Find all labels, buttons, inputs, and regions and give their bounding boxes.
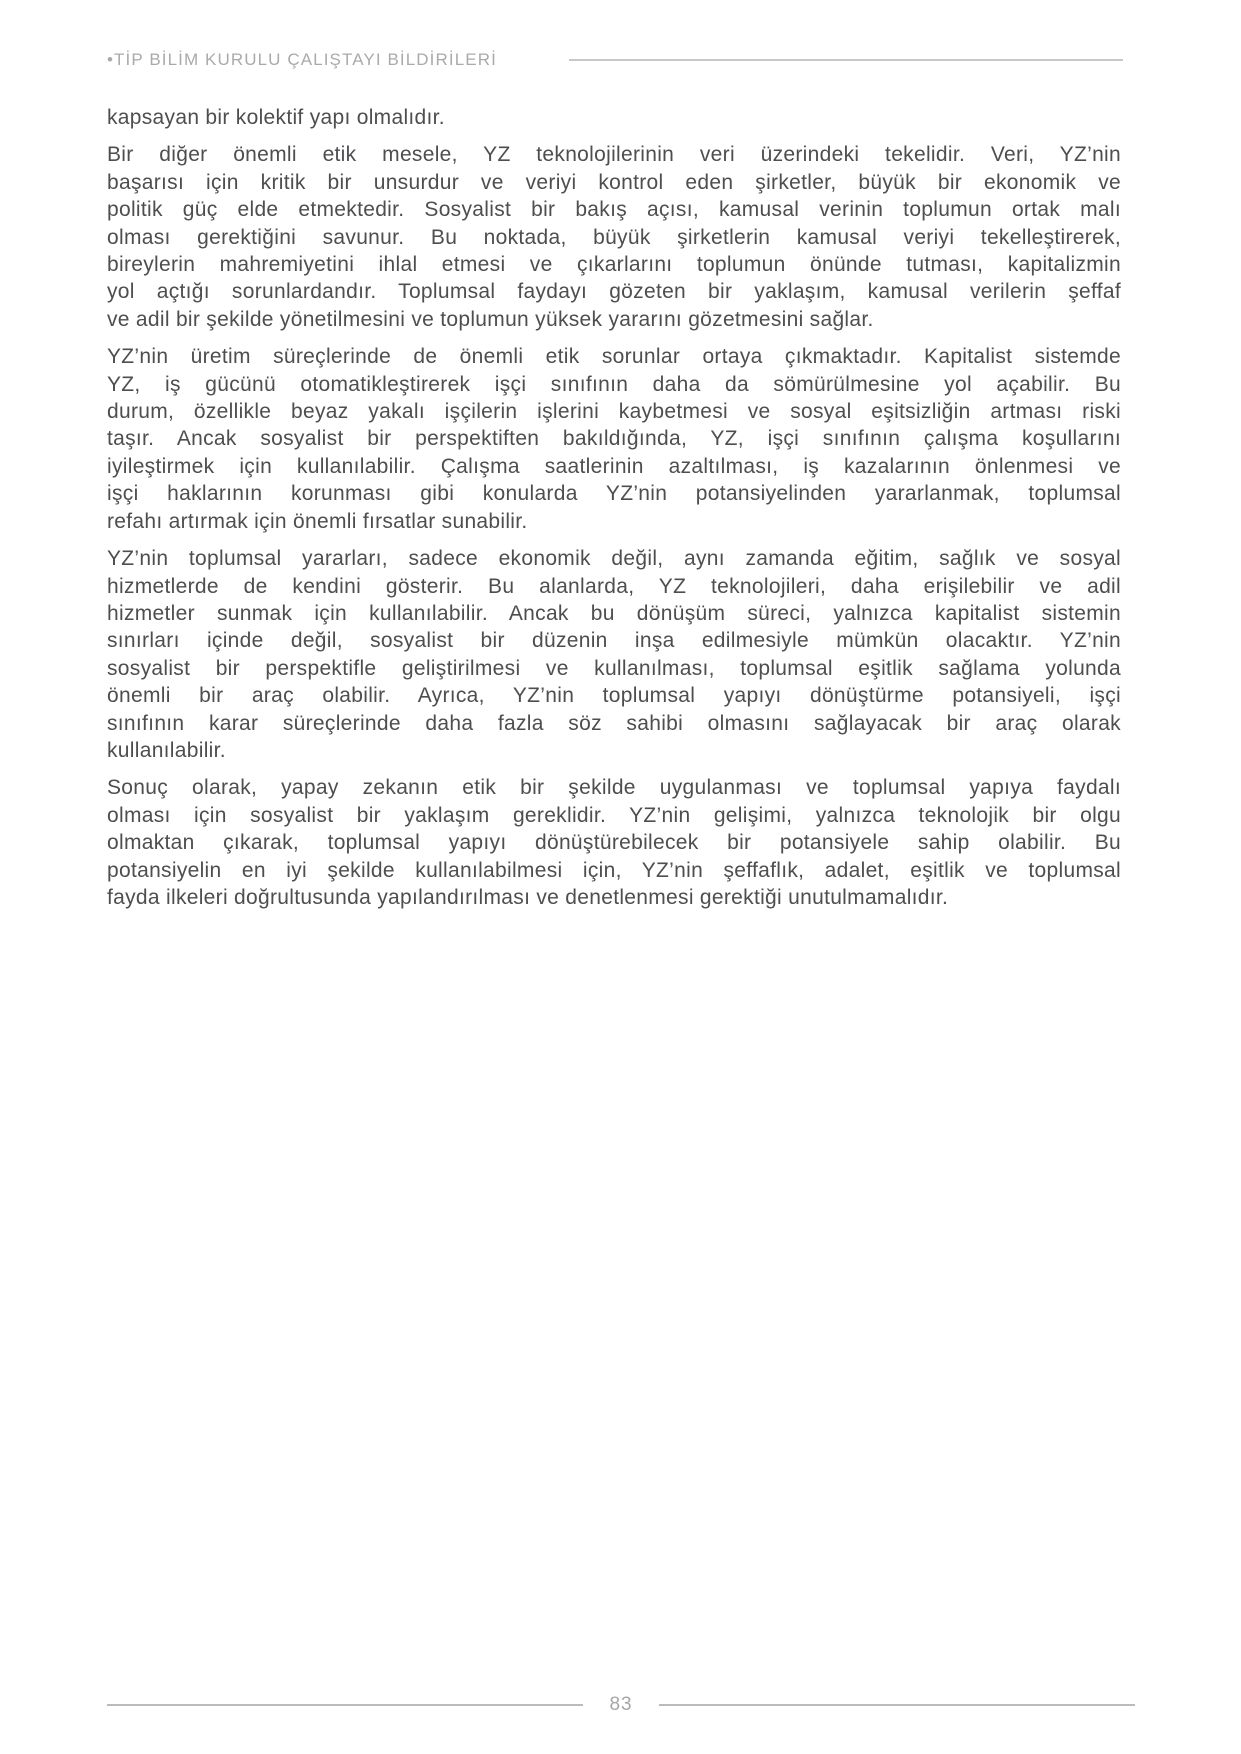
text-line: sınıfının karar süreçlerinde daha fazla söz sahibi olmasını sağlayacak bir araç olarak xyxy=(107,711,1121,735)
footer-rule-right xyxy=(659,1704,1135,1706)
page-header xyxy=(107,50,1123,70)
page-footer xyxy=(107,1694,1135,1716)
text-line: olması için sosyalist bir yaklaşım gereklidir. YZ’nin gelişimi, yalnızca teknolojik bir olgu xyxy=(107,803,1121,827)
text-line: fayda ilkeleri doğrultusunda yapılandırılması ve denetlenmesi gerektiği unutulmamalıdır. xyxy=(107,885,949,909)
text-line: hizmetler sunmak için kullanılabilir. Ancak bu dönüşüm süreci, yalnızca kapitalist sistemin xyxy=(107,601,1121,625)
text-line: işçi haklarının korunması gibi konularda YZ’nin potansiyelinden yararlanmak, toplumsal xyxy=(107,482,1121,506)
text-line: durum, özellikle beyaz yakalı işçilerin işlerini kaybetmesi ve sosyal eşitsizliğin artması riski xyxy=(107,400,1121,424)
text-line: taşır. Ancak sosyalist bir perspektiften bakıldığında, YZ, işçi sınıfının çalışma koşullarını xyxy=(107,427,1121,451)
paragraph xyxy=(107,343,1121,535)
text-line: sosyalist bir perspektifle geliştirilmesi ve kullanılması, toplumsal eşitlik sağlama yolunda xyxy=(107,656,1121,680)
text-line: iyileştirmek için kullanılabilir. Çalışma saatlerinin azaltılması, iş kazalarının önlenmesi ve xyxy=(107,454,1121,478)
text-line: sınırları içinde değil, sosyalist bir düzenin inşa edilmesiyle mümkün olacaktır. YZ’nin xyxy=(107,629,1121,653)
text-line: ve adil bir şekilde yönetilmesini ve toplumun yüksek yararını gözetmesini sağlar. xyxy=(107,307,874,331)
text-line: YZ, iş gücünü otomatikleştirerek işçi sınıfının daha da sömürülmesine yol açabilir. Bu xyxy=(107,372,1121,396)
footer-rule-left xyxy=(107,1704,583,1706)
text-line: önemli bir araç olabilir. Ayrıca, YZ’nin toplumsal yapıyı dönüştürme potansiyeli, işçi xyxy=(107,684,1121,708)
running-head-title: •TİP BİLİM KURULU ÇALIŞTAYI BİLDİRİLERİ xyxy=(107,50,497,69)
text-line: olmaktan çıkarak, toplumsal yapıyı dönüştürebilecek bir potansiyele sahip olabilir. Bu xyxy=(107,831,1121,855)
text-line: refahı artırmak için önemli fırsatlar sunabilir. xyxy=(107,509,528,533)
paragraph xyxy=(107,104,1121,131)
text-line: YZ’nin toplumsal yararları, sadece ekonomik değil, aynı zamanda eğitim, sağlık ve sosyal xyxy=(107,547,1121,571)
page-number: 83 xyxy=(609,1694,633,1715)
text-line: politik güç elde etmektedir. Sosyalist bir bakış açısı, kamusal verinin toplumun ortak malı xyxy=(107,198,1121,222)
paragraph xyxy=(107,545,1121,764)
text-line: başarısı için kritik bir unsurdur ve veriyi kontrol eden şirketler, büyük bir ekonomik ve xyxy=(107,170,1121,194)
text-line: Sonuç olarak, yapay zekanın etik bir şekilde uygulanması ve toplumsal yapıya faydalı xyxy=(107,776,1121,800)
text-line: yol açtığı sorunlardandır. Toplumsal faydayı gözeten bir yaklaşım, kamusal verilerin şeffaf xyxy=(107,280,1121,304)
paragraph xyxy=(107,141,1121,333)
text-line: potansiyelin en iyi şekilde kullanılabilmesi için, YZ’nin şeffaflık, adalet, eşitlik ve toplumsal xyxy=(107,858,1121,882)
text-line: YZ’nin üretim süreçlerinde de önemli etik sorunlar ortaya çıkmaktadır. Kapitalist sistemde xyxy=(107,345,1121,369)
text-line: kapsayan bir kolektif yapı olmalıdır. xyxy=(107,106,445,129)
header-rule xyxy=(569,59,1123,61)
text-line: bireylerin mahremiyetini ihlal etmesi ve çıkarlarını toplumun önünde tutması, kapitalizmin xyxy=(107,253,1121,277)
text-line: Bir diğer önemli etik mesele, YZ teknolojilerinin veri üzerindeki tekelidir. Veri, YZ’nin xyxy=(107,143,1121,167)
paragraph xyxy=(107,774,1121,911)
text-line: hizmetlerde de kendini gösterir. Bu alanlarda, YZ teknolojileri, daha erişilebilir ve adil xyxy=(107,574,1121,598)
body-text xyxy=(107,104,1121,921)
text-line: olması gerektiğini savunur. Bu noktada, büyük şirketlerin kamusal veriyi tekelleştirerek, xyxy=(107,225,1121,249)
text-line: kullanılabilir. xyxy=(107,738,226,762)
